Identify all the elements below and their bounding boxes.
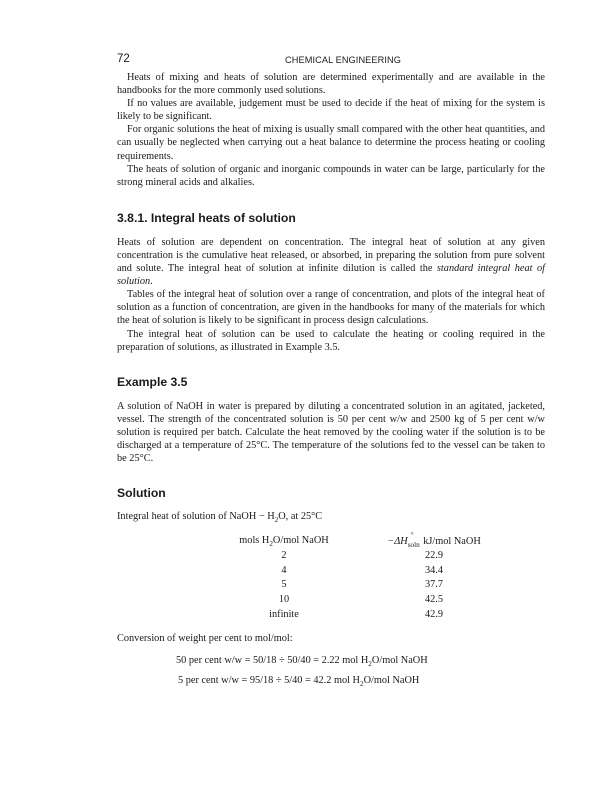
solution-heading: Solution — [117, 486, 166, 501]
section-heading: 3.8.1. Integral heats of solution — [117, 210, 296, 225]
solution-intro-text-a: Integral heat of solution of NaOH − H — [117, 511, 275, 523]
column-header-mols-a: mols H — [239, 535, 270, 547]
equation-1-text-a: 50 per cent w/w = 50/18 ÷ 50/40 = 2.22 mol H — [176, 655, 369, 667]
table-row — [215, 593, 489, 608]
subscript: 2 — [368, 660, 372, 669]
column-gap — [353, 578, 379, 593]
table-row — [215, 549, 489, 564]
soln-subscript: soln — [407, 540, 420, 549]
intro-block — [117, 68, 545, 189]
table-cell-heat: 42.9 — [424, 608, 444, 620]
table-cell-heat: 37.7 — [424, 579, 444, 591]
column-header-heat — [379, 530, 489, 549]
intro-paragraph-1: Heats of mixing and heats of solution are determined experimentally and are available in the handbooks for the more commonly used solutions. — [117, 72, 545, 97]
section-paragraph-1 — [117, 236, 545, 288]
equation-5-percent — [178, 671, 545, 691]
italic-term: standard integral heat of solution — [117, 263, 545, 288]
column-gap — [353, 608, 379, 623]
table-cell-mols: 4 — [281, 564, 287, 576]
delta-h-symbol: −ΔH — [387, 535, 408, 547]
running-title: CHEMICAL ENGINEERING — [285, 55, 402, 65]
conversion-intro: Conversion of weight per cent to mol/mol: — [117, 633, 293, 645]
intro-paragraph-2: If no values are available, judgement must be used to decide if the heat of mixing for the system is likely to be significant. — [117, 98, 545, 123]
table-row — [215, 578, 489, 593]
subscript: 2 — [360, 680, 364, 689]
column-gap — [353, 533, 379, 549]
subscript: 2 — [269, 540, 273, 549]
column-header-mols — [215, 533, 353, 549]
sup-sub-stack — [407, 530, 421, 549]
table-row — [215, 564, 489, 579]
section-paragraph-3: The integral heat of solution can be used to calculate the heating or cooling required in the preparation of solutions, as illustrated in Example 3.5. — [117, 328, 545, 353]
table-cell-heat: 34.4 — [424, 564, 444, 576]
column-gap — [353, 549, 379, 564]
intro-paragraph-3: For organic solutions the heat of mixing is usually small compared with the other heat quantities, and can usually be neglected when carrying out a heat balance to determine the process heating or cooling requirements. — [117, 124, 545, 162]
example-text: A solution of NaOH in water is prepared by diluting a concentrated solution in an agitated, jacketed, vessel. The strength of the concentrated solution is 50 per cent w/w and 2500 kg of 5 per cent w/w solution is required per batch. Calculate the heat removed by the cooling water if the solution is to be discharged at a temperature of 25°C. The temperature of the solutions fed to the vessel can be taken to be 25°C. — [117, 400, 545, 465]
table-cell-heat: 22.9 — [424, 550, 444, 562]
equation-1-text-b: O/mol NaOH — [371, 655, 428, 667]
table-cell-heat: 42.5 — [424, 594, 444, 606]
heat-of-solution-table — [215, 530, 489, 622]
section-body — [117, 236, 545, 354]
column-header-mols-b: O/mol NaOH — [272, 535, 329, 547]
section-paragraph-1-end: . — [150, 276, 153, 288]
column-header-heat-unit: kJ/mol NaOH — [420, 535, 481, 547]
equation-2-text-a: 5 per cent w/w = 95/18 ÷ 5/40 = 42.2 mol H — [178, 675, 360, 687]
column-gap — [353, 593, 379, 608]
subscript: 2 — [274, 516, 279, 525]
example-heading: Example 3.5 — [117, 374, 188, 389]
table-cell-mols: 5 — [281, 579, 287, 591]
intro-paragraph-4: The heats of solution of organic and inorganic compounds in water can be large, particularly for the strong mineral acids and alkalies. — [117, 163, 545, 188]
table-row — [215, 608, 489, 623]
running-head — [117, 50, 545, 68]
table-cell-mols: 10 — [278, 594, 290, 606]
equation-50-percent — [176, 651, 545, 671]
solution-intro — [117, 510, 545, 524]
page-number: 72 — [117, 53, 130, 65]
table-cell-mols: 2 — [281, 550, 287, 562]
book-page — [117, 50, 545, 691]
table-cell-mols: infinite — [269, 608, 299, 620]
section-paragraph-1-text: Heats of solution are dependent on concentration. The integral heat of solution at any given concentration is the cumulative heat released, or absorbed, in preparing the solution from pure solvent and solute. The integral heat of solution at infinite dilution is called the — [117, 236, 545, 275]
section-paragraph-2: Tables of the integral heat of solution over a range of concentration, and plots of the integral heat of solution as a function of concentration, are given in the handbooks for many of the materials for which the heat of solution is likely to be significant in process design calculations. — [117, 289, 545, 327]
solution-intro-text-b: O, at 25°C — [278, 511, 323, 523]
table-header-row — [215, 533, 489, 549]
equation-2-text-b: O/mol NaOH — [363, 675, 420, 687]
column-gap — [353, 564, 379, 579]
standard-state-mark: ° — [410, 530, 414, 539]
